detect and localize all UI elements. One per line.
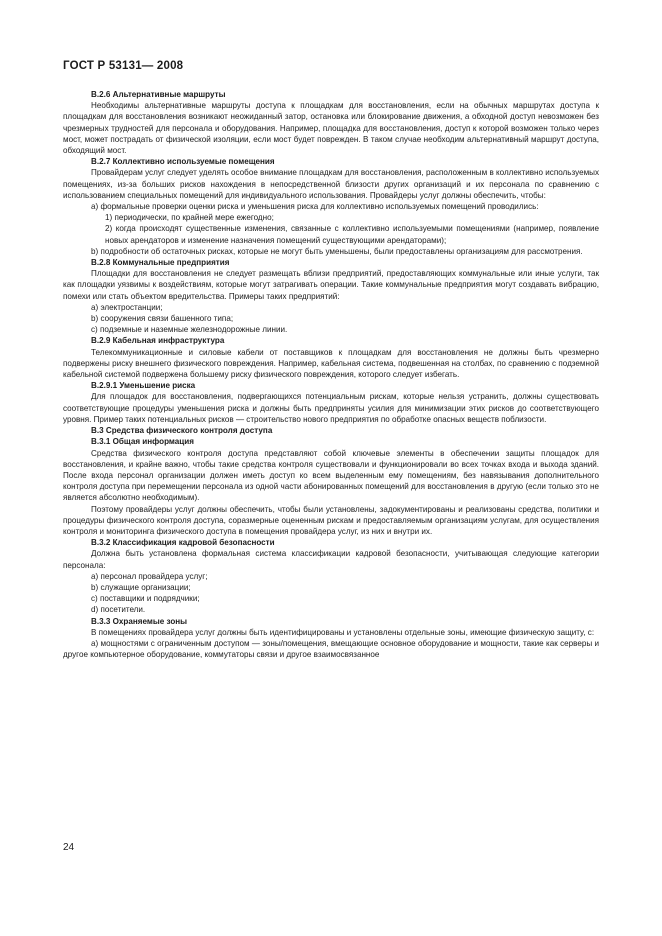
- paragraph: В помещениях провайдера услуг должны быть идентифицированы и установлены отдельные зоны, имеющие физическую защиту, с:: [91, 627, 595, 637]
- document-header: ГОСТ Р 53131— 2008: [63, 60, 184, 72]
- paragraph: Необходимы альтернативные маршруты доступа к площадкам для восстановления, если на обычных маршрутах доступа к площадкам для восстановления возникают неожиданный затор, остановка или блокирование движения, а обходной доступ невозможен без чрезмерных трудностей для персонала и оборудования. Например, площадка для восстановления, доступ к которой возможен только через мост, может пострадать от физической изоляции, если мост будет поврежден. В таком случае необходим альтернативный маршрут доступа, обходящий мост.: [63, 101, 599, 156]
- list-item: а) персонал провайдера услуг;: [91, 571, 208, 581]
- list-item: d) посетители.: [91, 605, 146, 615]
- list-item: c) подземные и наземные железнодорожные линии.: [91, 325, 288, 335]
- paragraph: Должна быть установлена формальная система классификации кадровой безопасности, учитывающая следующие категории персонала:: [63, 549, 599, 570]
- paragraph: Площадки для восстановления не следует размещать вблизи предприятий, предоставляющих коммунальные или иные услуги, так как площадки уязвимы к воздействиям, которые могут затрагивать операции. Такие коммунальные предприятия могут создавать вибрацию, помехи или стать объектом вредительства. Примеры таких предприятий:: [63, 269, 599, 301]
- paragraph: Телекоммуникационные и силовые кабели от поставщиков к площадкам для восстановления не должны быть чрезмерно подвержены риску внешнего физического повреждения. Например, кабельная система, подвешенная на столбах, по сравнению с подземной кабельной системой подвержена большему риску физического повреждения, которого следует избегать.: [63, 347, 599, 380]
- list-item: c) поставщики и подрядчики;: [91, 594, 200, 604]
- list-item: 1) периодически, по крайней мере ежегодно;: [105, 213, 274, 223]
- paragraph: Поэтому провайдеры услуг должны обеспечить, чтобы были установлены, задокументированы и реализованы средства, политики и процедуры физического контроля доступа, соразмерные оцененным рискам и предоставляемым организациям услугам, для осуществления контроля и мониторинга физического доступа в помещения провайдера услуг, из них и внутри их.: [63, 504, 599, 536]
- section-heading: В.3.2 Классификация кадровой безопасности: [91, 538, 275, 548]
- paragraph: Для площадок для восстановления, подвергающихся потенциальным рискам, которые нельзя устранить, должны существовать соответствующие процедуры уменьшения риска и должны быть предприняты усилия для минимизации этих рисков до соответствующего уровня. Пример таких потенциальных рисков — строительство нового предприятия по обработке опасных веществ поблизости.: [63, 392, 599, 424]
- page-number: 24: [63, 842, 75, 853]
- document-body: [63, 89, 599, 660]
- section-heading: В.2.9.1 Уменьшение риска: [91, 381, 196, 391]
- section-heading: В.2.8 Коммунальные предприятия: [91, 258, 230, 268]
- list-item: а) электростанции;: [91, 302, 163, 312]
- paragraph: а) мощностями с ограниченным доступом — зоны/помещения, вмещающие основное оборудование и мощности, такие как серверы и другое компьютерное оборудование, коммутаторы связи и другое взаимосвязанное: [63, 638, 599, 660]
- list-item: b) служащие организации;: [91, 582, 191, 592]
- section-heading: В.2.7 Коллективно используемые помещения: [91, 157, 275, 167]
- paragraph: b) подробности об остаточных рисках, которые не могут быть уменьшены, были предоставлены организациям для рассмотрения.: [91, 246, 583, 256]
- paragraph: а) формальные проверки оценки риска и уменьшения риска для коллективно используемых помещений проводились:: [91, 202, 539, 212]
- paragraph: Провайдерам услуг следует уделять особое внимание площадкам для восстановления, расположенным в коллективно используемых помещениях, из-за больших рисков нахождения в непосредственной близости других организаций и их персонала по сравнению с использованием специальных помещений для индивидуального использования. Провайдеры услуг должны обеспечить, чтобы:: [63, 168, 599, 200]
- section-heading: В.3.3 Охраняемые зоны: [91, 616, 188, 626]
- section-heading: В.2.9 Кабельная инфраструктура: [91, 336, 225, 346]
- list-item: b) сооружения связи башенного типа;: [91, 314, 234, 324]
- paragraph: Средства физического контроля доступа представляют собой ключевые элементы в обеспечении защиты площадок для восстановления, и крайне важно, чтобы такие средства контроля существовали и функционировали во всех точках входа и выхода зданий. После входа персонал организации должен иметь доступ ко всем выделенным ему помещениям, без навязывания дополнительного контроля доступа при перемещении персонала из одной части абонированных помещений для восстановления в другую (если только это не является абсолютно необходимым).: [63, 448, 599, 503]
- section-heading: В.2.6 Альтернативные маршруты: [91, 90, 226, 99]
- section-heading: В.3.1 Общая информация: [91, 437, 194, 447]
- section-heading: В.3 Средства физического контроля доступа: [91, 426, 273, 436]
- list-item: 2) когда происходят существенные изменения, связанные с коллективно используемыми помещениями (например, появление новых арендаторов и изменение назначения помещений существующими арендаторами);: [105, 224, 599, 245]
